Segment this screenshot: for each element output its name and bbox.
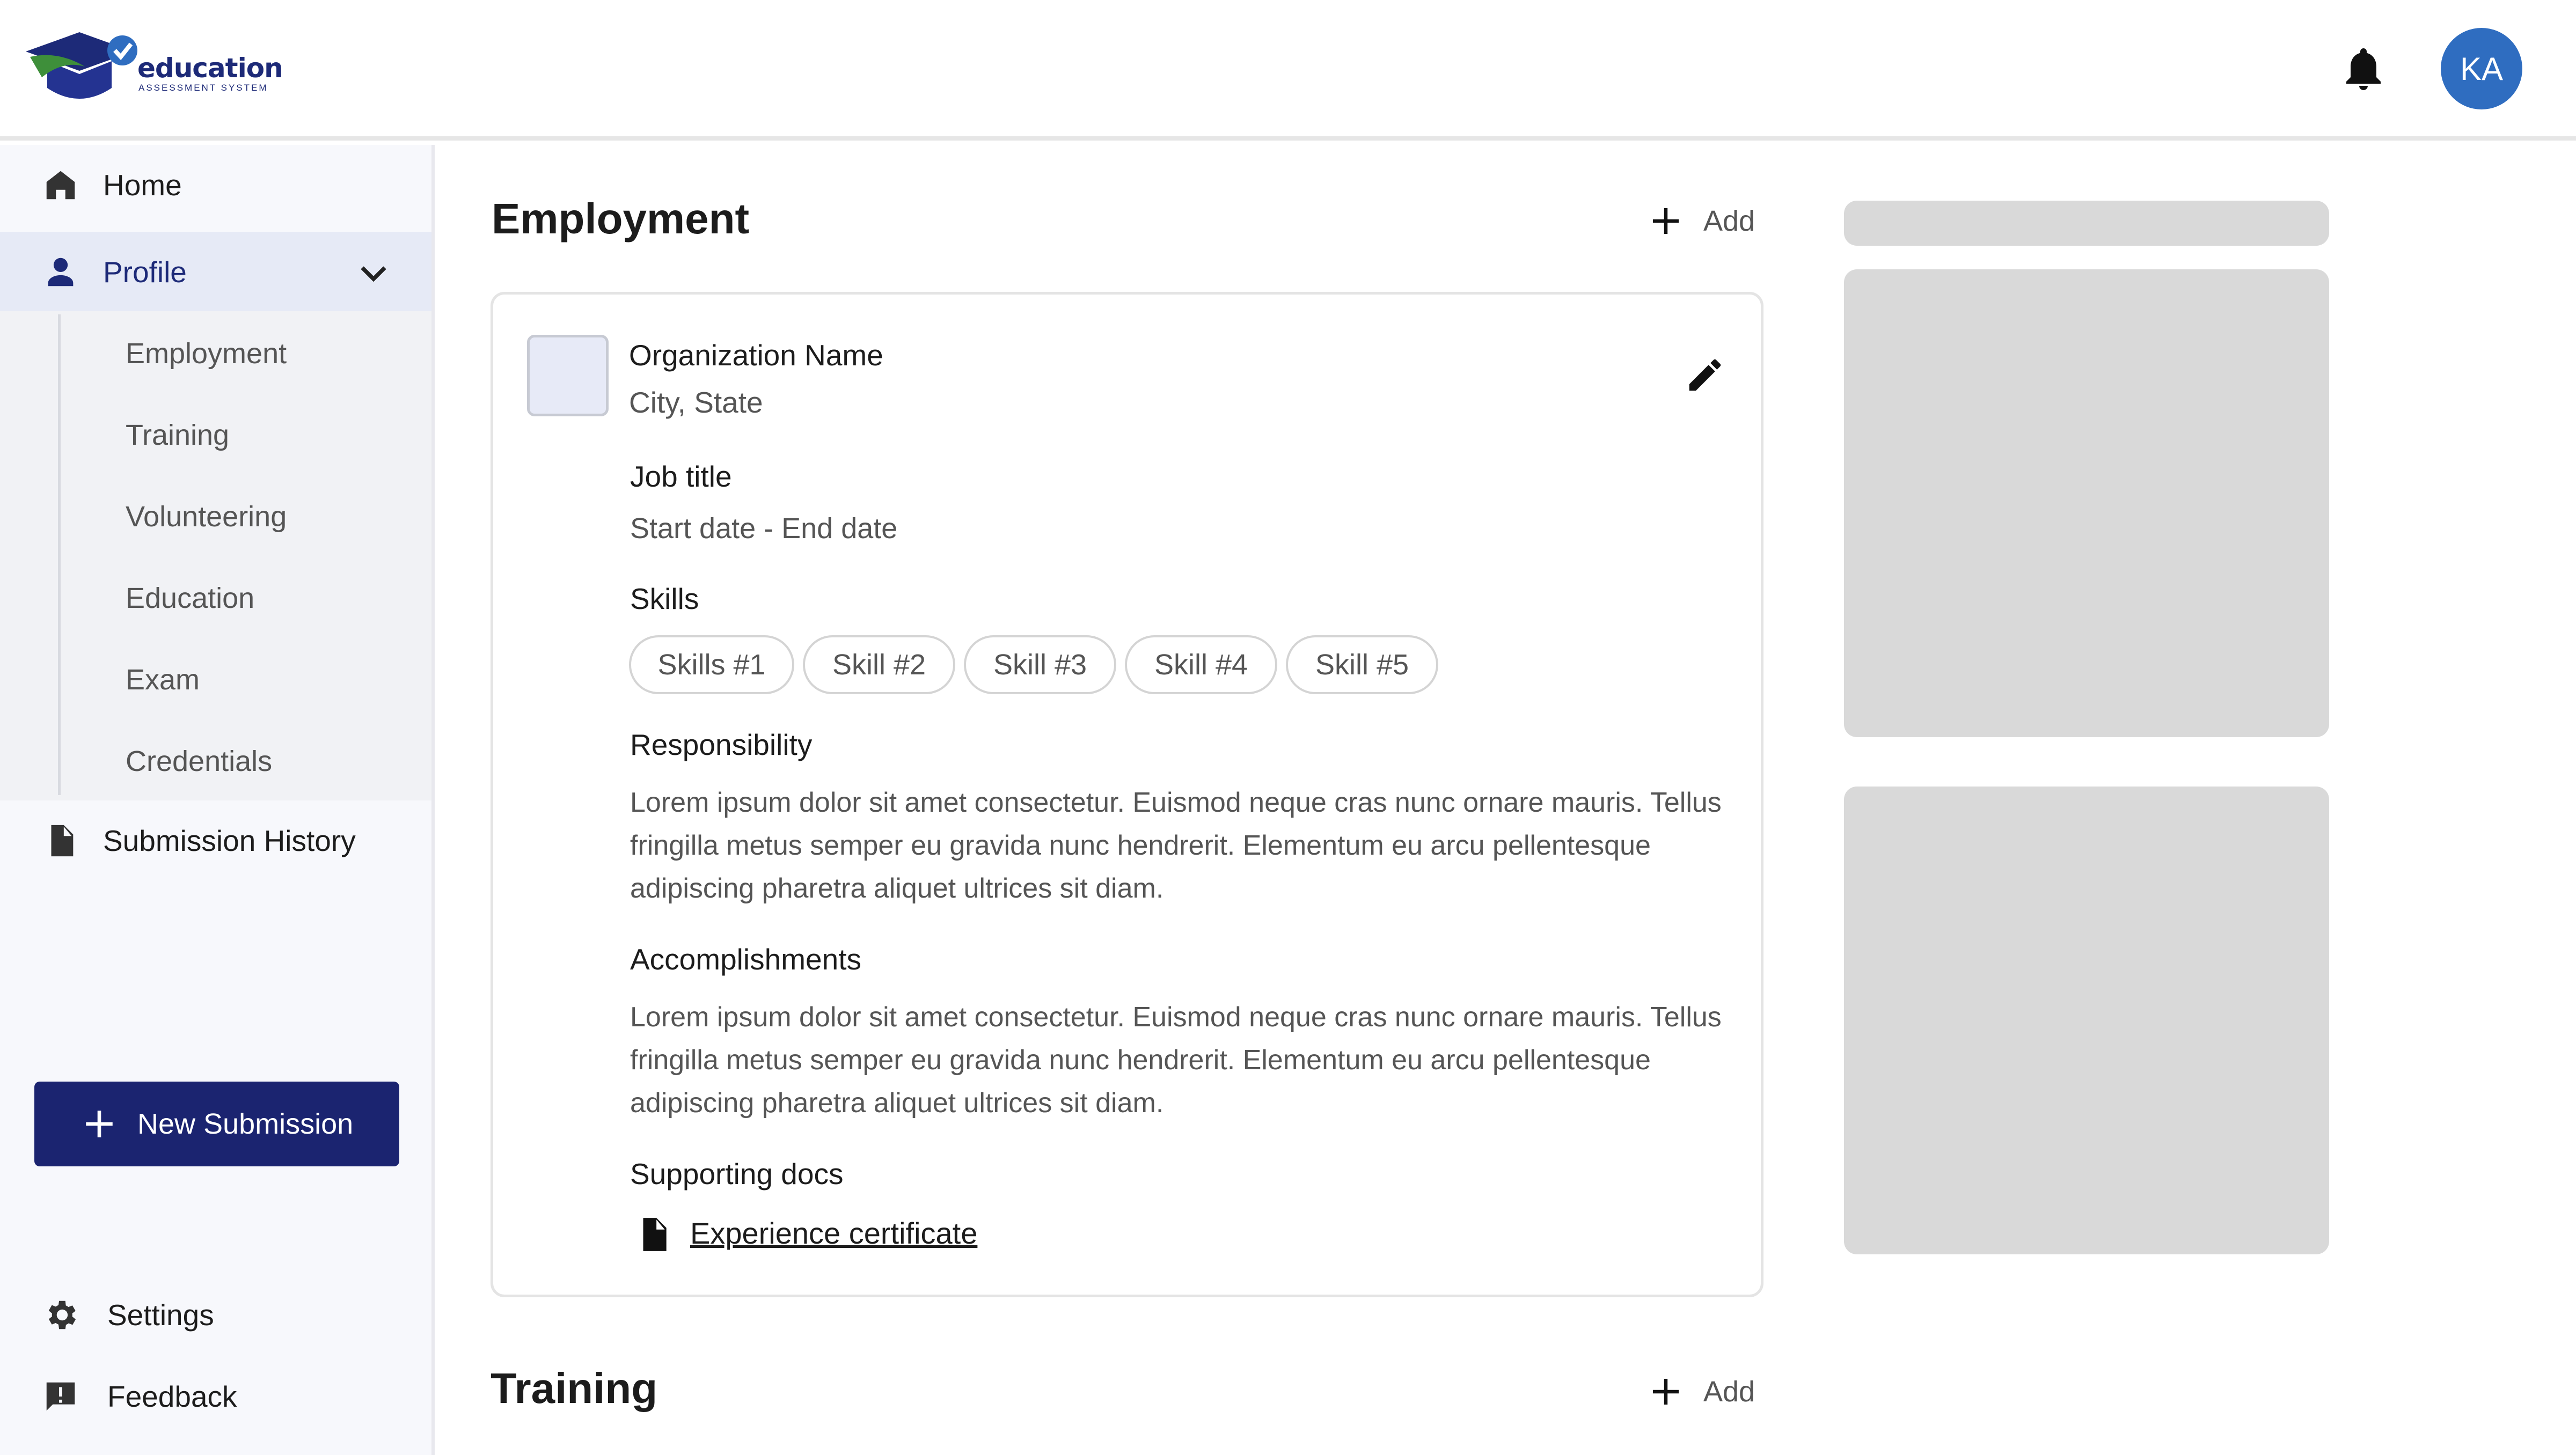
sidebar-item-feedback[interactable]	[0, 1356, 431, 1437]
app-logo[interactable]	[26, 29, 283, 109]
add-employment-button[interactable]	[1649, 204, 1755, 238]
organization-logo-placeholder	[527, 335, 609, 416]
skill-chip: Skill #2	[803, 635, 955, 694]
organization-location: City, State	[629, 386, 763, 419]
document-icon	[633, 1215, 673, 1254]
top-bar	[0, 0, 2576, 141]
notification-bell-icon[interactable]	[2338, 43, 2389, 94]
logo-wordmark: education	[137, 53, 283, 84]
sidebar	[0, 145, 435, 1455]
add-label: Add	[1703, 205, 1755, 237]
sidebar-item-home[interactable]	[0, 145, 431, 225]
accomplishments-text: Lorem ipsum dolor sit amet consectetur. Euismod neque cras nunc ornare mauris. Tellus fringilla metus semper eu gravida nunc hendrerit. Elementum eu arcu pellentesque adipiscing pharetra aliquet ultrices sit diam.	[630, 1002, 1722, 1119]
job-title: Job title	[630, 460, 732, 493]
sidebar-item-label: Settings	[107, 1298, 214, 1332]
responsibility-heading: Responsibility	[630, 728, 813, 761]
accomplishments-heading: Accomplishments	[630, 943, 861, 976]
gear-icon	[42, 1296, 79, 1334]
skeleton-placeholder-panel	[1844, 269, 2329, 737]
submenu-divider	[58, 314, 61, 795]
supporting-docs-heading: Supporting docs	[630, 1157, 844, 1191]
sidebar-item-label: Submission History	[103, 824, 356, 857]
feedback-icon	[42, 1378, 79, 1415]
submenu-item-employment[interactable]: Employment	[126, 337, 287, 370]
skill-chip: Skill #5	[1286, 635, 1438, 694]
logo-tagline: ASSESSMENT SYSTEM	[138, 83, 268, 93]
employment-section-title: Employment	[492, 195, 750, 242]
person-icon	[42, 253, 79, 291]
submenu-item-training[interactable]: Training	[126, 419, 230, 451]
skill-chip: Skill #4	[1125, 635, 1277, 694]
responsibility-text: Lorem ipsum dolor sit amet consectetur. Euismod neque cras nunc ornare mauris. Tellus fringilla metus semper eu gravida nunc hendrerit. Elementum eu arcu pellentesque adipiscing pharetra aliquet ultrices sit diam.	[630, 787, 1722, 904]
training-section-title: Training	[491, 1364, 658, 1412]
submenu-item-exam[interactable]: Exam	[126, 664, 200, 696]
organization-name: Organization Name	[629, 339, 883, 372]
skill-chip: Skills #1	[629, 635, 794, 694]
sidebar-item-label: Profile	[103, 255, 187, 289]
sidebar-item-profile[interactable]	[0, 232, 431, 312]
skeleton-placeholder-panel	[1844, 787, 2329, 1254]
new-submission-label: New Submission	[137, 1108, 354, 1140]
user-avatar[interactable]: KA	[2441, 28, 2522, 109]
sidebar-item-label: Home	[103, 168, 182, 202]
edit-pencil-icon[interactable]	[1684, 354, 1726, 396]
submenu-item-credentials[interactable]: Credentials	[126, 745, 273, 777]
plus-icon	[1649, 1375, 1683, 1409]
home-icon	[42, 166, 79, 204]
skills-heading: Skills	[630, 582, 699, 615]
chevron-up-icon[interactable]	[354, 253, 393, 292]
plus-icon	[1649, 204, 1683, 238]
new-submission-button[interactable]	[34, 1082, 399, 1166]
submenu-item-education[interactable]: Education	[126, 582, 255, 614]
plus-icon	[82, 1106, 117, 1142]
sidebar-item-submission-history[interactable]	[0, 800, 431, 881]
job-dates: Start date - End date	[630, 512, 898, 545]
sidebar-item-settings[interactable]	[0, 1275, 431, 1355]
experience-certificate-link[interactable]: Experience certificate	[690, 1216, 978, 1250]
skill-chip: Skill #3	[964, 635, 1116, 694]
add-training-button[interactable]	[1649, 1375, 1755, 1409]
profile-submenu	[0, 311, 431, 800]
add-label: Add	[1703, 1376, 1755, 1408]
skeleton-placeholder-bar	[1844, 201, 2329, 246]
submenu-item-volunteering[interactable]: Volunteering	[126, 501, 287, 533]
graduation-cap-icon	[26, 29, 144, 109]
sidebar-item-label: Feedback	[107, 1380, 237, 1413]
document-icon	[42, 822, 79, 859]
